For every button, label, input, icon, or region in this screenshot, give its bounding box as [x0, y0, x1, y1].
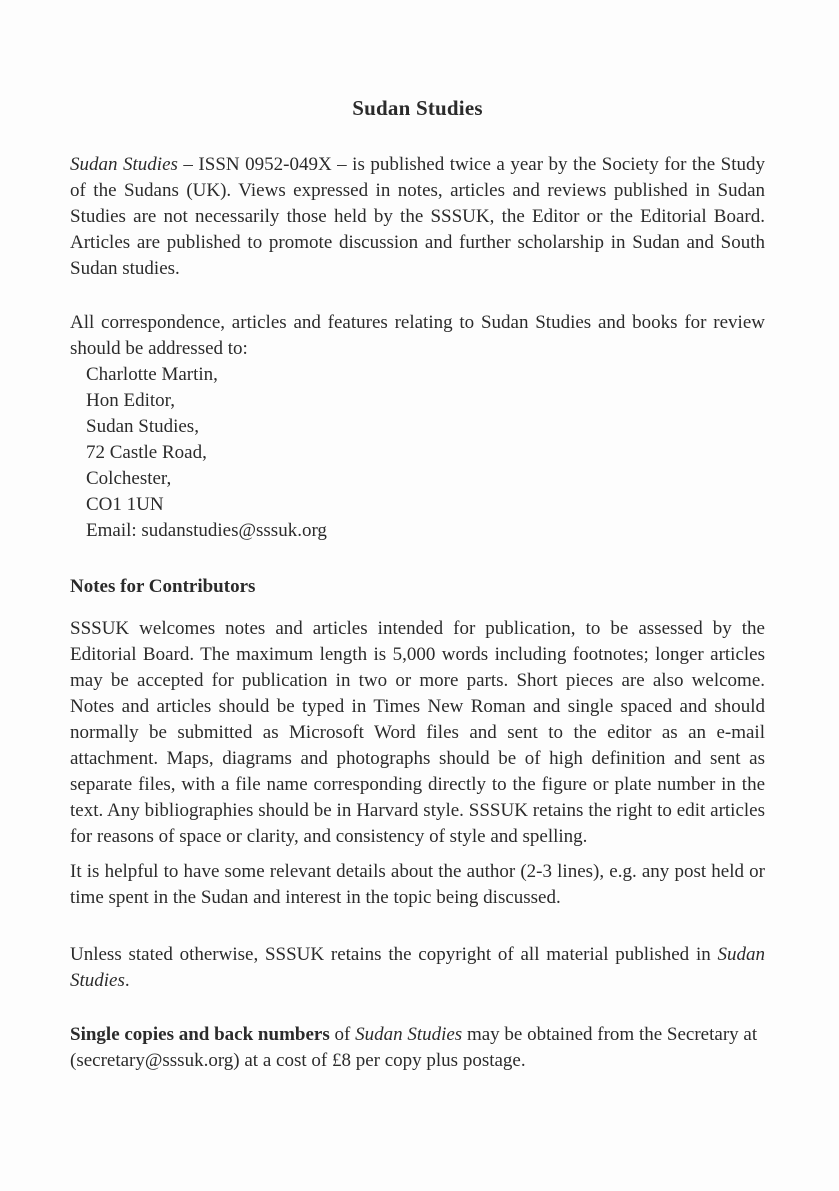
address-line-postcode: CO1 1UN: [86, 494, 164, 515]
copyright-paragraph: Unless stated otherwise, SSSUK retains the copyright of all material published in Sudan Studies.: [70, 943, 765, 991]
address-line-journal: Sudan Studies,: [86, 416, 199, 437]
issn-publication-paragraph: Sudan Studies – ISSN 0952-049X – is published twice a year by the Society for the Study of the Sudans (UK). Views expressed in notes, articles and reviews published in Sudan Studies are not necessarily those held by the SSSUK, the Editor or the Editorial Board. Articles are published to promote discussion and further scholarship in Sudan and South Sudan studies.: [70, 154, 765, 279]
address-line-city: Colchester,: [86, 468, 172, 489]
author-details-paragraph: It is helpful to have some relevant details about the author (2-3 lines), e.g. any post held or time spent in the Sudan and interest in the topic being discussed.: [70, 860, 765, 908]
page-title: Sudan Studies: [352, 96, 483, 120]
back-numbers-paragraph: Single copies and back numbers of Sudan Studies may be obtained from the Secretary at (secretary@sssuk.org) at a cost of £8 per copy plus postage.: [70, 1023, 758, 1071]
editor-address-block: [70, 362, 765, 544]
address-line-email: Email: sudanstudies@sssuk.org: [86, 520, 327, 541]
notes-for-contributors-heading: Notes for Contributors: [70, 576, 256, 597]
address-line-role: Hon Editor,: [86, 390, 175, 411]
notes-for-contributors-body: SSSUK welcomes notes and articles intended for publication, to be assessed by the Editorial Board. The maximum length is 5,000 words including footnotes; longer articles may be accepted for publication in two or more parts. Short pieces are also welcome. Notes and articles should be typed in Times New Roman and single spaced and should normally be submitted as Microsoft Word files and sent to the editor as an e-mail attachment. Maps, diagrams and photographs should be of high definition and sent as separate files, with a file name corresponding directly to the figure or plate number in the text. Any bibliographies should be in Harvard style. SSSUK retains the right to edit articles for reasons of space or clarity, and consistency of style and spelling.: [70, 617, 765, 847]
correspondence-lead-paragraph: All correspondence, articles and features relating to Sudan Studies and books for review should be addressed to:: [70, 312, 765, 359]
address-line-name: Charlotte Martin,: [86, 364, 218, 385]
address-line-street: 72 Castle Road,: [86, 442, 207, 463]
